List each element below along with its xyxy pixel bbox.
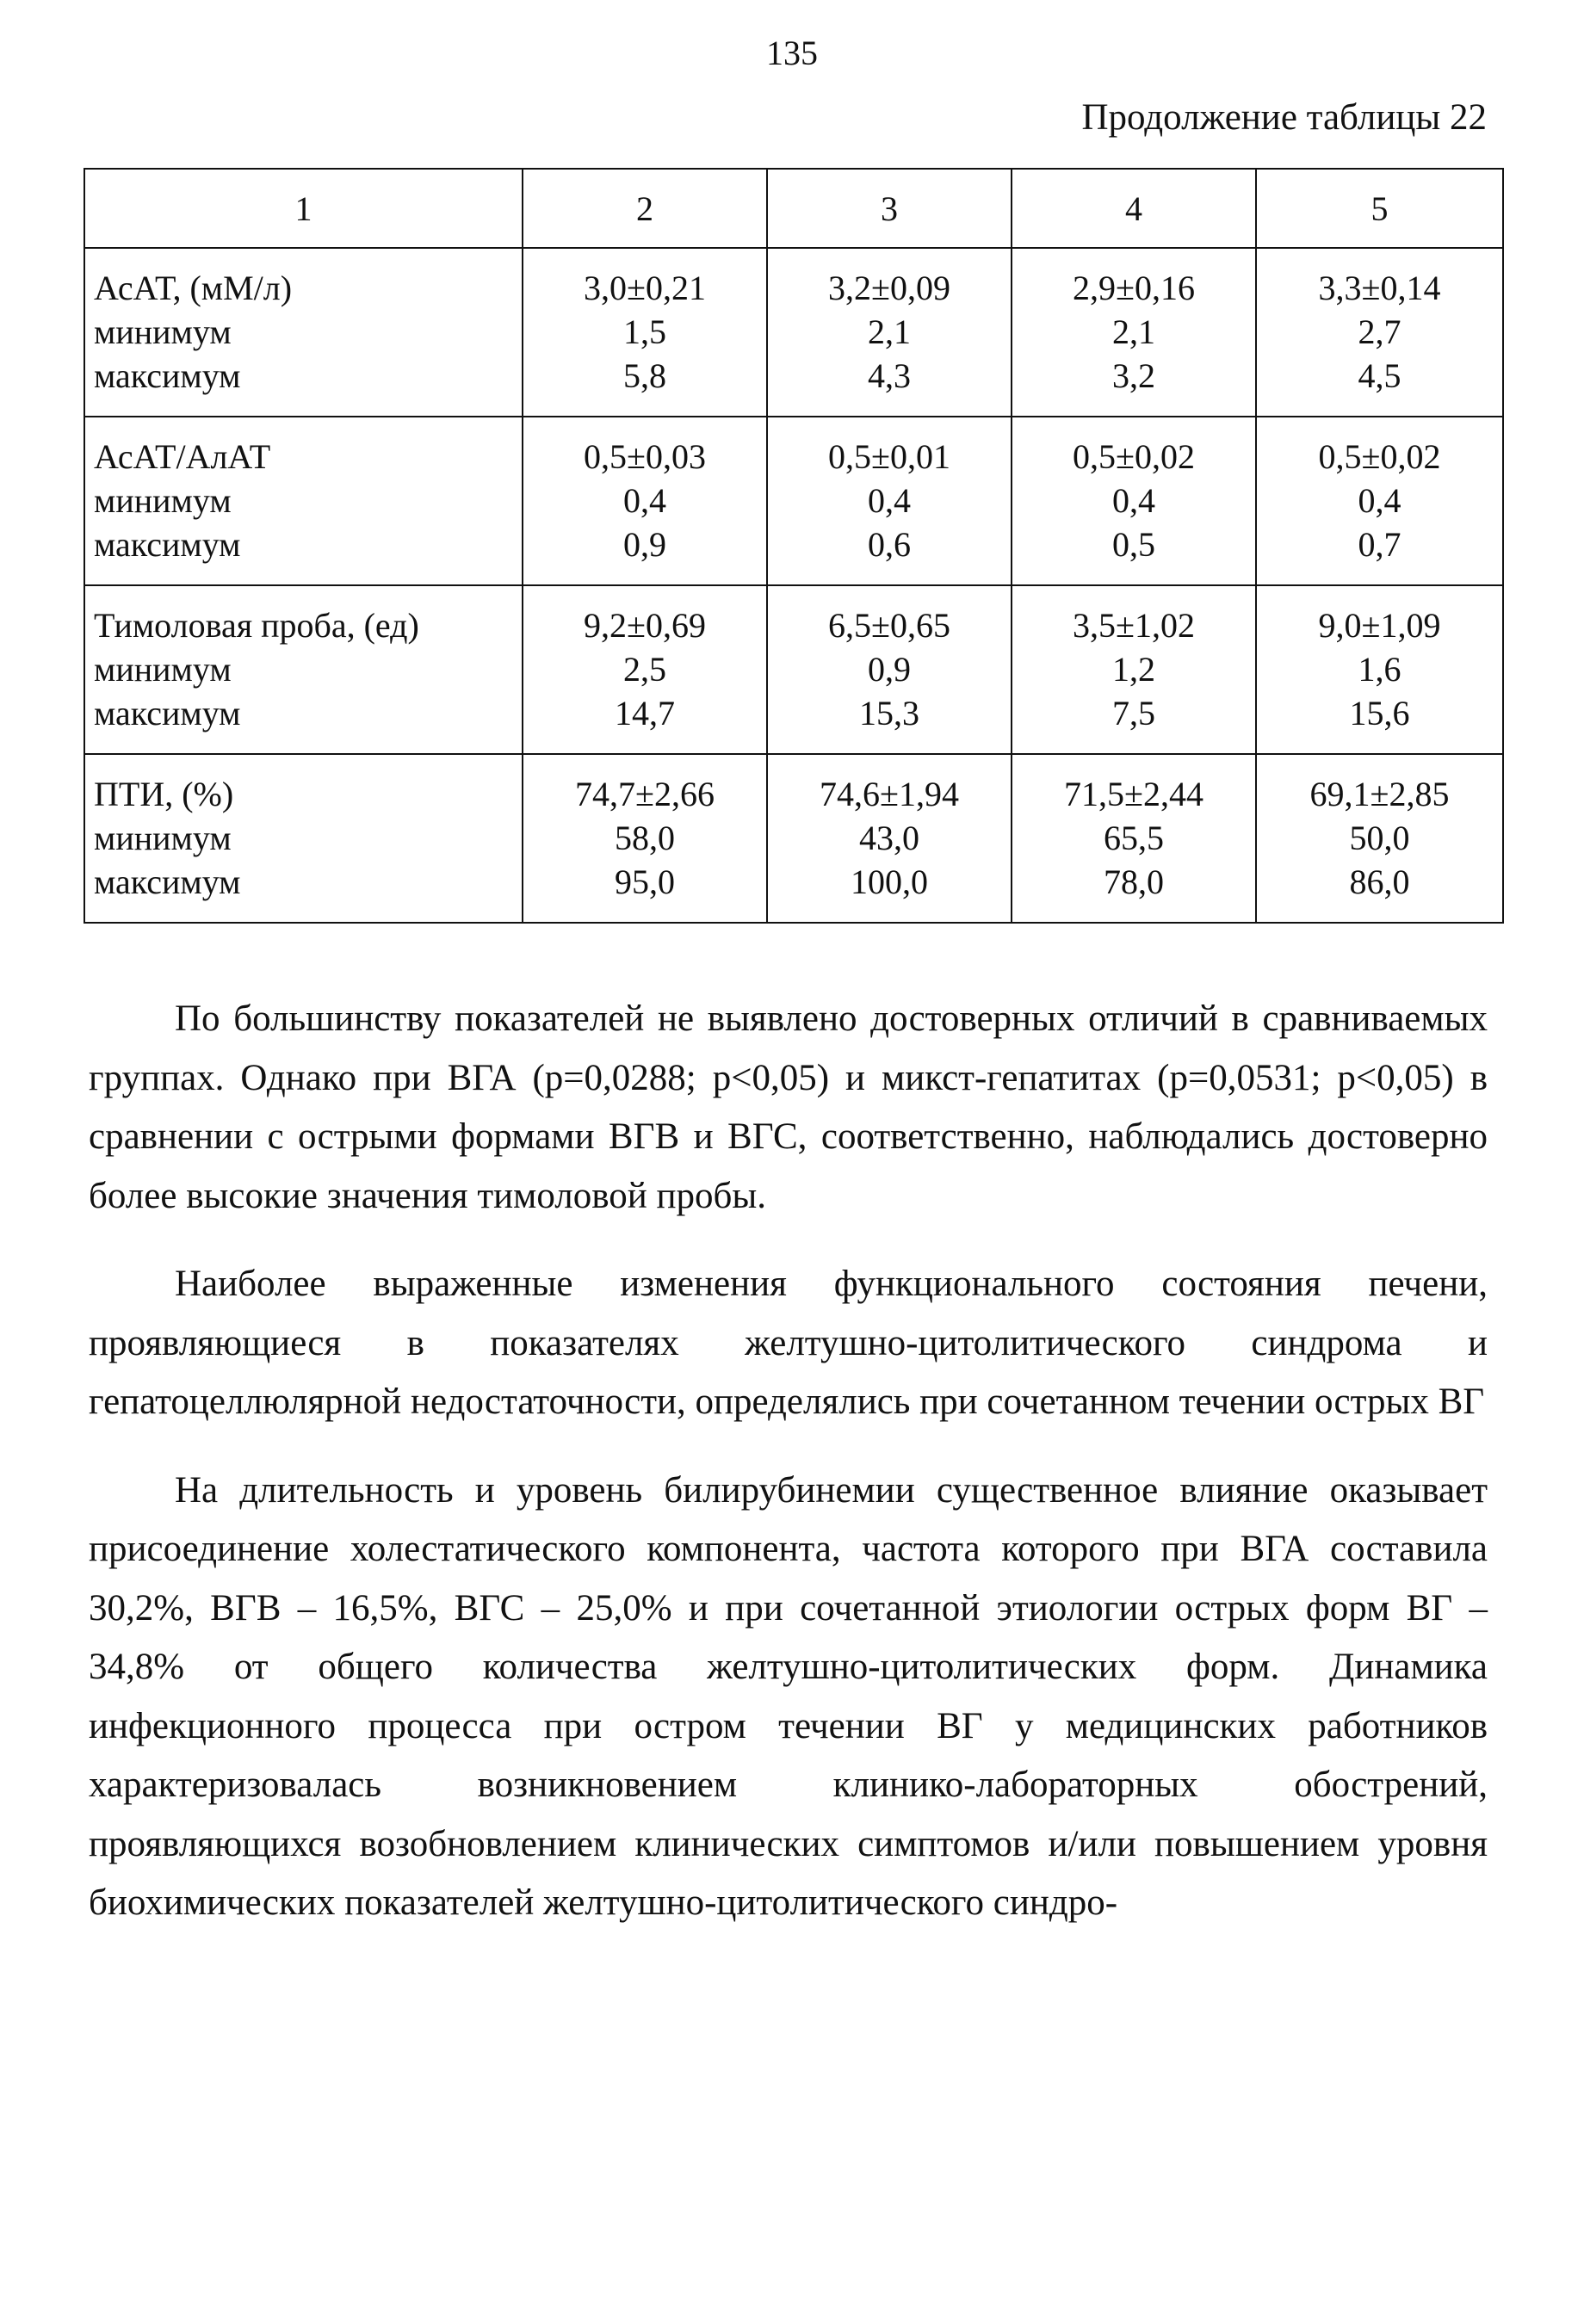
min-value: 65,5	[1104, 819, 1164, 857]
column-header: 4	[1012, 169, 1256, 248]
min-value: 2,1	[868, 312, 911, 351]
max-value: 0,7	[1358, 525, 1401, 564]
table-row	[84, 754, 1503, 923]
table-caption: Продолжение таблицы 22	[1081, 97, 1487, 138]
value-cell	[1012, 585, 1256, 754]
max-value: 3,2	[1112, 356, 1155, 395]
row-label-cell	[84, 248, 523, 417]
table-row	[84, 417, 1503, 585]
min-value: 43,0	[859, 819, 919, 857]
indicator-sublabel: минимум	[94, 312, 232, 351]
indicator-sublabel: минимум	[94, 650, 232, 689]
min-value: 0,4	[623, 481, 666, 520]
min-value: 0,4	[1112, 481, 1155, 520]
min-value: 50,0	[1349, 819, 1410, 857]
min-value: 2,7	[1358, 312, 1401, 351]
table-row	[84, 248, 1503, 417]
value-cell	[1012, 417, 1256, 585]
table-row	[84, 585, 1503, 754]
max-value: 0,5	[1112, 525, 1155, 564]
min-value: 2,5	[623, 650, 666, 689]
value-cell	[767, 248, 1012, 417]
mean-value: 0,5±0,02	[1318, 437, 1441, 476]
page-number: 135	[766, 34, 818, 72]
min-value: 0,4	[868, 481, 911, 520]
min-value: 2,1	[1112, 312, 1155, 351]
paragraph: На длительность и уровень билирубинемии существенное влияние оказывает присоединение холестатического компонента, частота которого при ВГА составила 30,2%, ВГВ – 16,5%, ВГС – 25,0% и при сочетанной этиологии острых форм ВГ – 34,8% от общего количества желтушно-цитолитических форм. Динамика инфекционного процесса при остром течении ВГ у медицинских работников характеризовалась возникновением клинико-лабораторных обострений, проявляющихся возобновлением клинических симптомов и/или повышением уровня биохимических показателей желтушно-цитолитического синдро-	[89, 1469, 1488, 1923]
value-cell	[1256, 754, 1503, 923]
mean-value: 9,0±1,09	[1318, 606, 1441, 645]
mean-value: 3,3±0,14	[1318, 269, 1441, 307]
indicator-sublabel: минимум	[94, 819, 232, 857]
mean-value: 69,1±2,85	[1309, 775, 1450, 813]
mean-value: 0,5±0,03	[584, 437, 706, 476]
indicator-name: АсАТ, (мМ/л)	[94, 269, 293, 307]
paragraph: Наиболее выраженные изменения функционального состояния печени, проявляющиеся в показателях желтушно-цитолитического синдрома и гепатоцеллюлярной недостаточности, определялись при сочетанном течении острых ВГ	[89, 1264, 1488, 1422]
indicator-sublabel: максимум	[94, 356, 241, 395]
mean-value: 71,5±2,44	[1064, 775, 1203, 813]
value-cell	[1256, 417, 1503, 585]
value-cell	[523, 754, 767, 923]
min-value: 0,9	[868, 650, 911, 689]
mean-value: 0,5±0,01	[828, 437, 950, 476]
min-value: 1,6	[1358, 650, 1401, 689]
indicator-sublabel: минимум	[94, 481, 232, 520]
max-value: 100,0	[851, 862, 928, 901]
mean-value: 3,2±0,09	[828, 269, 950, 307]
max-value: 0,9	[623, 525, 666, 564]
column-header: 1	[84, 169, 523, 248]
max-value: 15,3	[859, 694, 919, 732]
value-cell	[1256, 585, 1503, 754]
min-value: 1,2	[1112, 650, 1155, 689]
value-cell	[523, 417, 767, 585]
value-cell	[1012, 754, 1256, 923]
min-value: 1,5	[623, 312, 666, 351]
max-value: 15,6	[1349, 694, 1410, 732]
mean-value: 0,5±0,02	[1073, 437, 1195, 476]
column-header: 2	[523, 169, 767, 248]
mean-value: 6,5±0,65	[828, 606, 950, 645]
column-header: 3	[767, 169, 1012, 248]
max-value: 14,7	[615, 694, 675, 732]
paragraph: По большинству показателей не выявлено достоверных отличий в сравниваемых группах. Однако при ВГА (р=0,0288; р<0,05) и микст-гепатитах (р=0,0531; р<0,05) в сравнении с острыми формами ВГВ и ВГС, соответственно, наблюдались достоверно более высокие значения тимоловой пробы.	[89, 998, 1488, 1216]
max-value: 7,5	[1112, 694, 1155, 732]
row-label-cell	[84, 754, 523, 923]
mean-value: 3,5±1,02	[1073, 606, 1195, 645]
max-value: 78,0	[1104, 862, 1164, 901]
max-value: 5,8	[623, 356, 666, 395]
value-cell	[767, 585, 1012, 754]
value-cell	[523, 248, 767, 417]
indicator-sublabel: максимум	[94, 862, 241, 901]
indicator-name: Тимоловая проба, (ед)	[94, 606, 419, 645]
indicator-sublabel: максимум	[94, 525, 241, 564]
min-value: 58,0	[615, 819, 675, 857]
mean-value: 2,9±0,16	[1073, 269, 1195, 307]
mean-value: 9,2±0,69	[584, 606, 706, 645]
mean-value: 74,6±1,94	[820, 775, 959, 813]
data-table	[84, 168, 1504, 924]
body-text	[89, 990, 1488, 1962]
indicator-sublabel: максимум	[94, 694, 241, 732]
max-value: 4,5	[1358, 356, 1401, 395]
row-label-cell	[84, 417, 523, 585]
indicator-name: АсАТ/АлАТ	[94, 437, 271, 476]
value-cell	[767, 754, 1012, 923]
max-value: 4,3	[868, 356, 911, 395]
table-header-row	[84, 169, 1503, 248]
indicator-name: ПТИ, (%)	[94, 775, 234, 813]
column-header: 5	[1256, 169, 1503, 248]
max-value: 0,6	[868, 525, 911, 564]
max-value: 95,0	[615, 862, 675, 901]
min-value: 0,4	[1358, 481, 1401, 520]
value-cell	[523, 585, 767, 754]
value-cell	[1012, 248, 1256, 417]
value-cell	[1256, 248, 1503, 417]
mean-value: 74,7±2,66	[575, 775, 715, 813]
value-cell	[767, 417, 1012, 585]
max-value: 86,0	[1349, 862, 1410, 901]
mean-value: 3,0±0,21	[584, 269, 706, 307]
table-body	[84, 248, 1503, 923]
row-label-cell	[84, 585, 523, 754]
